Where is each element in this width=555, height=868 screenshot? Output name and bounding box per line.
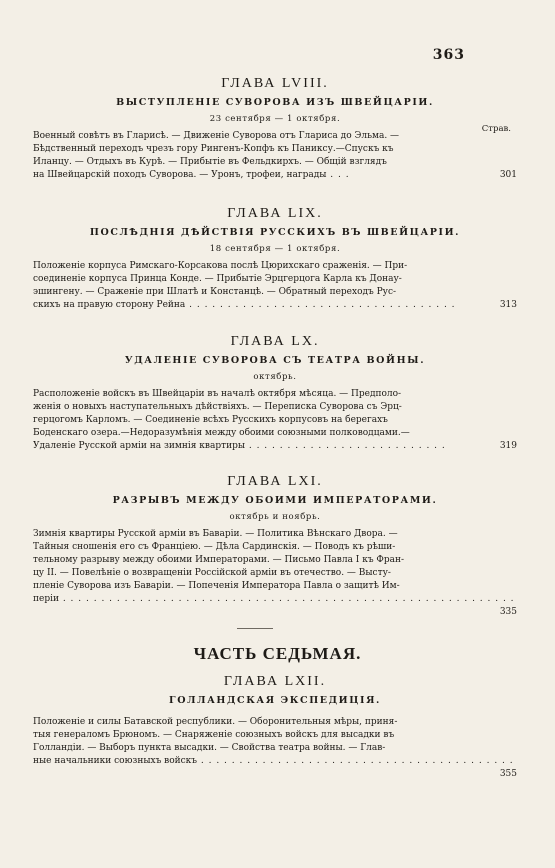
chapter-61 xyxy=(33,474,517,619)
summary-line: Военный совѣтъ въ Гларисѣ. — Движеніе Суворова отъ Глариса до Эльма. — xyxy=(33,131,400,141)
chapter-page-ref: 355 xyxy=(499,769,517,779)
chapter-title: ВЫСТУПЛЕНІЕ СУВОРОВА ИЗЪ ШВЕЙЦАРІИ. xyxy=(116,97,434,108)
chapter-summary xyxy=(33,260,517,312)
summary-line: Тайныя сношенія его съ Франціею. — Дѣла Сардинскія. — Поводъ къ рѣши- xyxy=(33,542,396,552)
chapter-page-ref: 319 xyxy=(499,441,517,451)
summary-line: Положеніе корпуса Римскаго-Корсакова послѣ Цюрихскаго сраженія. — При- xyxy=(33,261,408,271)
chapter-summary xyxy=(33,528,517,619)
chapter-page-ref: 313 xyxy=(499,300,517,310)
summary-line-last: періи . . . . . . . . . . . . . . . . . . . . . . . . . . . . . . . . . . . . . . . . . . . . . . . . . . . . . . . . . . . 335 xyxy=(33,594,517,617)
chapter-date: 18 сентября — 1 октября. xyxy=(209,244,341,254)
chapter-heading: ГЛАВА LXII. xyxy=(223,674,327,689)
chapter-62 xyxy=(33,674,517,781)
summary-line-last: Удаленіе Русской арміи на зимнія квартиры . . . . . . . . . . . . . . . . . . . . . . . . . . 319 xyxy=(33,441,517,451)
chapter-date: октябрь. xyxy=(253,372,297,382)
chapter-summary xyxy=(33,716,517,781)
page-column-label: Страв. xyxy=(481,124,511,134)
summary-line: женія о новыхъ наступательныхъ дѣйствіяхъ. — Переписка Суворова съ Эрц- xyxy=(33,402,402,412)
summary-line-last: на Швейцарскій походъ Суворова. — Уронъ, трофеи, награды . . . 301 xyxy=(33,170,517,180)
chapter-60 xyxy=(33,334,517,453)
section-divider xyxy=(237,628,273,629)
page-number: 363 xyxy=(432,47,465,63)
summary-line: Иланцу. — Отдыхъ въ Курѣ. — Прибытіе въ Фельдкирхъ. — Общій взглядъ xyxy=(33,157,387,167)
chapter-summary xyxy=(33,388,517,453)
chapter-heading: ГЛАВА LVIII. xyxy=(221,76,329,91)
chapter-title: УДАЛЕНІЕ СУВОРОВА СЪ ТЕАТРА ВОЙНЫ. xyxy=(124,355,426,366)
summary-line: соединеніе корпуса Принца Конде. — Прибытіе Эрцгерцога Карла къ Донау- xyxy=(33,274,402,284)
chapter-heading: ГЛАВА LXI. xyxy=(227,474,323,489)
chapter-title: ПОСЛѢДНІЯ ДѢЙСТВІЯ РУССКИХЪ ВЪ ШВЕЙЦАРІИ. xyxy=(89,227,461,238)
chapter-page-ref: 301 xyxy=(499,170,517,180)
chapter-summary xyxy=(33,130,517,182)
summary-line: Положеніе и силы Батавской республики. — Оборонительныя мѣры, приня- xyxy=(33,717,398,727)
chapter-heading: ГЛАВА LIX. xyxy=(227,206,323,221)
summary-line: тельному разрыву между обоими Императорами. — Письмо Павла I къ Фран- xyxy=(33,555,405,565)
summary-line: Бѣдственный переходъ чрезъ гору Рингенъ-Копфъ къ Паниксу.—Спускъ къ xyxy=(33,144,394,154)
chapter-58 xyxy=(33,76,517,182)
summary-line: эшингену. — Сраженіе при Шлатѣ и Констанцѣ. — Обратный переходъ Рус- xyxy=(33,287,397,297)
summary-line: тыя генераломъ Брюномъ. — Снаряженіе союзныхъ войскъ для высадки въ xyxy=(33,730,395,740)
chapter-date: октябрь и ноябрь. xyxy=(229,512,321,522)
chapter-date: 23 сентября — 1 октября. xyxy=(209,114,341,124)
chapter-title: РАЗРЫВЪ МЕЖДУ ОБОИМИ ИМПЕРАТОРАМИ. xyxy=(112,495,438,506)
summary-line: пленіе Суворова изъ Баваріи. — Попеченія Императора Павла о защитѣ Им- xyxy=(33,581,400,591)
summary-line-last: ные начальники союзныхъ войскъ . . . . . . . . . . . . . . . . . . . . . . . . . . . . . . . . . . . . . . . . . 355 xyxy=(33,756,517,779)
summary-line: герцогомъ Карломъ. — Соединеніе всѣхъ Русскихъ корпусовъ на берегахъ xyxy=(33,415,388,425)
summary-line: Боденскаго озера.—Недоразумѣнія между обоими союзными полководцами.— xyxy=(33,428,410,438)
summary-line: Расположеніе войскъ въ Швейцаріи въ началѣ октября мѣсяца. — Предполо- xyxy=(33,389,402,399)
chapter-59 xyxy=(33,206,517,312)
part-title: ЧАСТЬ СЕДЬМАЯ. xyxy=(193,644,362,663)
chapter-heading: ГЛАВА LX. xyxy=(230,334,320,349)
chapter-title: ГОЛЛАНДСКАЯ ЭКСПЕДИЦІЯ. xyxy=(169,695,381,706)
summary-line: Голландіи. — Выборъ пункта высадки. — Свойства театра войны. — Глав- xyxy=(33,743,386,753)
summary-line: цу II. — Повелѣніе о возвращеніи Россійской арміи въ отечество. — Высту- xyxy=(33,568,391,578)
chapter-page-ref: 335 xyxy=(499,607,517,617)
summary-line: Зимнія квартиры Русской арміи въ Баваріи. — Политика Вѣнскаго Двора. — xyxy=(33,529,398,539)
summary-line-last: скихъ на правую сторону Рейна . . . . . . . . . . . . . . . . . . . . . . . . . . . . . . . . . . . 313 xyxy=(33,300,517,310)
